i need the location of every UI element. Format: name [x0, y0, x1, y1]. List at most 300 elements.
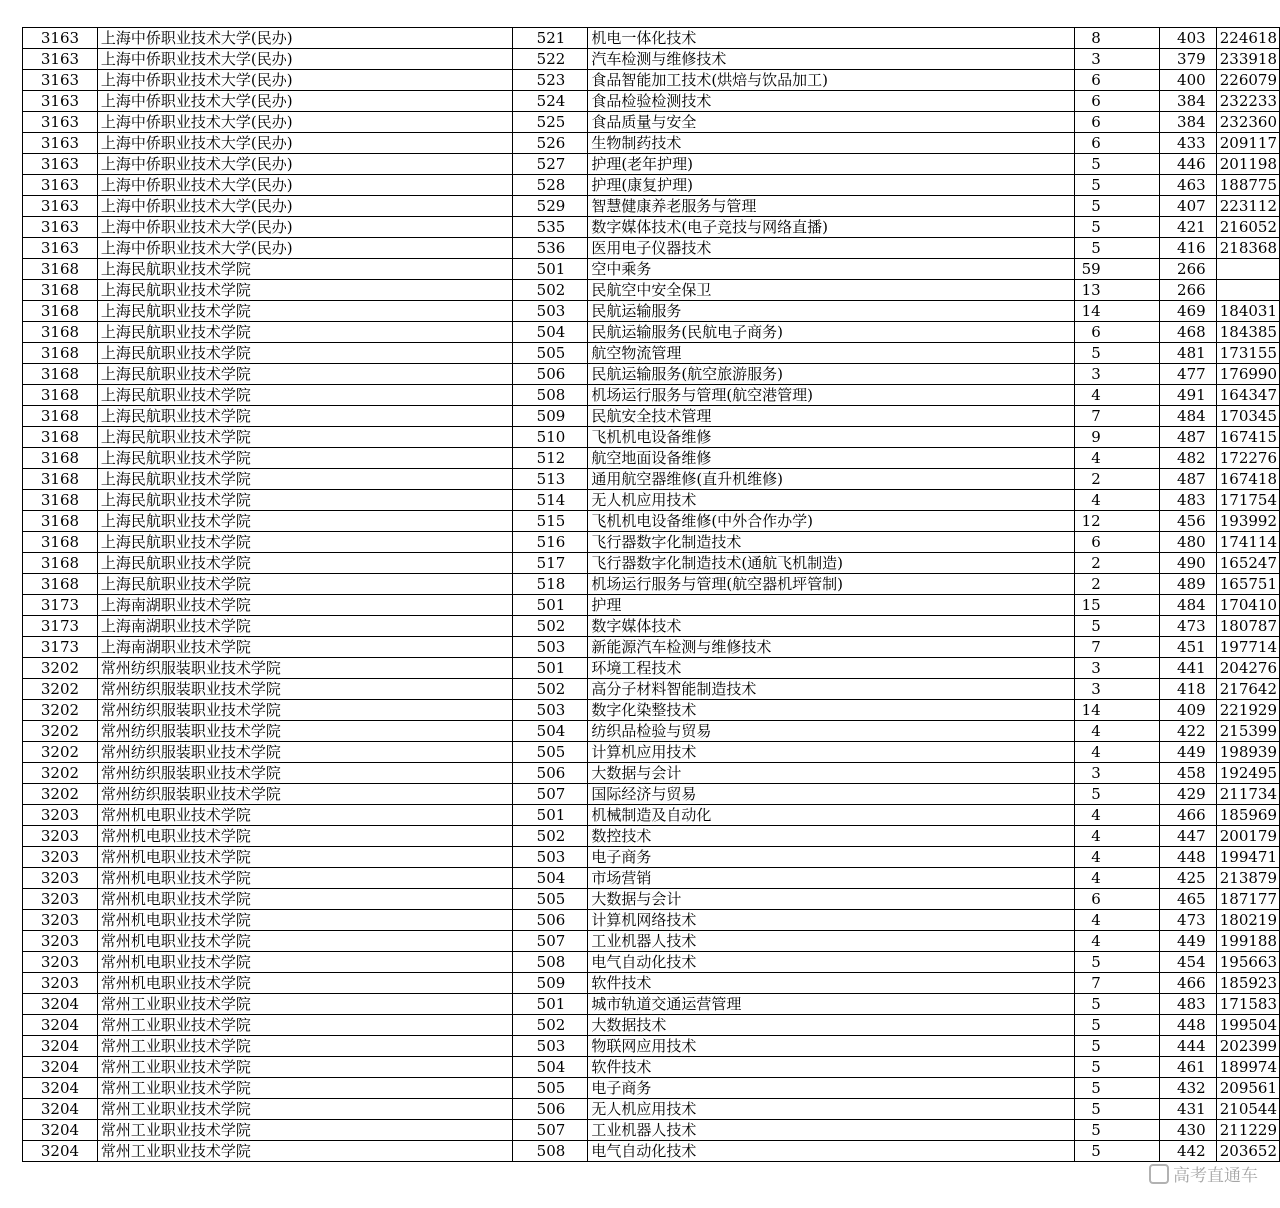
table-row [23, 112, 1280, 133]
major-code-cell: 503 [513, 700, 588, 721]
major-name-cell: 环境工程技术 [588, 658, 1074, 679]
major-name-cell: 新能源汽车检测与维修技术 [588, 637, 1074, 658]
table-row [23, 217, 1280, 238]
min-score-cell: 422 [1159, 721, 1216, 742]
major-name-cell: 机电一体化技术 [588, 28, 1074, 49]
major-name-cell: 飞机机电设备维修(中外合作办学) [588, 511, 1074, 532]
plan-count-cell: 5 [1074, 1099, 1159, 1120]
school-name-cell: 上海民航职业技术学院 [97, 280, 512, 301]
school-name-cell: 常州机电职业技术学院 [97, 910, 512, 931]
plan-count-cell: 5 [1074, 994, 1159, 1015]
rank-cell: 171583 [1216, 994, 1279, 1015]
table-row [23, 133, 1280, 154]
school-code-cell: 3168 [23, 532, 98, 553]
rank-cell: 232360 [1216, 112, 1279, 133]
school-name-cell: 上海中侨职业技术大学(民办) [97, 112, 512, 133]
major-code-cell: 524 [513, 91, 588, 112]
school-name-cell: 常州工业职业技术学院 [97, 1057, 512, 1078]
major-code-cell: 507 [513, 1120, 588, 1141]
rank-cell: 203652 [1216, 1141, 1279, 1162]
rank-cell: 216052 [1216, 217, 1279, 238]
plan-count-cell: 5 [1074, 1057, 1159, 1078]
table-row [23, 154, 1280, 175]
major-code-cell: 526 [513, 133, 588, 154]
major-code-cell: 506 [513, 1099, 588, 1120]
school-name-cell: 上海中侨职业技术大学(民办) [97, 91, 512, 112]
table-row [23, 196, 1280, 217]
major-code-cell: 512 [513, 448, 588, 469]
school-code-cell: 3168 [23, 448, 98, 469]
min-score-cell: 429 [1159, 784, 1216, 805]
table-row [23, 70, 1280, 91]
rank-cell: 199504 [1216, 1015, 1279, 1036]
rank-cell: 173155 [1216, 343, 1279, 364]
min-score-cell: 458 [1159, 763, 1216, 784]
school-name-cell: 常州机电职业技术学院 [97, 952, 512, 973]
rank-cell: 221929 [1216, 700, 1279, 721]
rank-cell: 226079 [1216, 70, 1279, 91]
rank-cell: 184385 [1216, 322, 1279, 343]
plan-count-cell: 2 [1074, 553, 1159, 574]
school-name-cell: 上海民航职业技术学院 [97, 553, 512, 574]
rank-cell: 164347 [1216, 385, 1279, 406]
rank-cell: 199471 [1216, 847, 1279, 868]
min-score-cell: 448 [1159, 847, 1216, 868]
table-row [23, 973, 1280, 994]
school-name-cell: 上海民航职业技术学院 [97, 490, 512, 511]
school-code-cell: 3163 [23, 175, 98, 196]
major-name-cell: 机场运行服务与管理(航空港管理) [588, 385, 1074, 406]
school-code-cell: 3202 [23, 784, 98, 805]
major-name-cell: 工业机器人技术 [588, 1120, 1074, 1141]
major-code-cell: 521 [513, 28, 588, 49]
major-code-cell: 514 [513, 490, 588, 511]
plan-count-cell: 5 [1074, 196, 1159, 217]
major-code-cell: 529 [513, 196, 588, 217]
table-row [23, 847, 1280, 868]
rank-cell: 167415 [1216, 427, 1279, 448]
watermark [1149, 1161, 1258, 1186]
rank-cell: 223112 [1216, 196, 1279, 217]
school-code-cell: 3204 [23, 1141, 98, 1162]
rank-cell: 209117 [1216, 133, 1279, 154]
min-score-cell: 433 [1159, 133, 1216, 154]
rank-cell: 201198 [1216, 154, 1279, 175]
major-code-cell: 516 [513, 532, 588, 553]
major-name-cell: 通用航空器维修(直升机维修) [588, 469, 1074, 490]
school-code-cell: 3168 [23, 490, 98, 511]
school-name-cell: 常州机电职业技术学院 [97, 805, 512, 826]
major-name-cell: 城市轨道交通运营管理 [588, 994, 1074, 1015]
plan-count-cell: 5 [1074, 952, 1159, 973]
rank-cell: 210544 [1216, 1099, 1279, 1120]
school-code-cell: 3204 [23, 1078, 98, 1099]
school-code-cell: 3173 [23, 595, 98, 616]
school-name-cell: 上海南湖职业技术学院 [97, 595, 512, 616]
major-code-cell: 503 [513, 1036, 588, 1057]
plan-count-cell: 6 [1074, 889, 1159, 910]
major-name-cell: 生物制药技术 [588, 133, 1074, 154]
school-name-cell: 上海民航职业技术学院 [97, 322, 512, 343]
table-row [23, 595, 1280, 616]
min-score-cell: 484 [1159, 406, 1216, 427]
school-name-cell: 常州纺织服装职业技术学院 [97, 763, 512, 784]
plan-count-cell: 2 [1074, 574, 1159, 595]
rank-cell: 171754 [1216, 490, 1279, 511]
school-name-cell: 常州纺织服装职业技术学院 [97, 679, 512, 700]
min-score-cell: 430 [1159, 1120, 1216, 1141]
plan-count-cell: 3 [1074, 49, 1159, 70]
min-score-cell: 480 [1159, 532, 1216, 553]
table-row [23, 868, 1280, 889]
school-code-cell: 3168 [23, 322, 98, 343]
school-code-cell: 3203 [23, 805, 98, 826]
school-code-cell: 3202 [23, 721, 98, 742]
major-code-cell: 523 [513, 70, 588, 91]
min-score-cell: 473 [1159, 910, 1216, 931]
school-name-cell: 常州机电职业技术学院 [97, 847, 512, 868]
major-code-cell: 528 [513, 175, 588, 196]
plan-count-cell: 5 [1074, 1120, 1159, 1141]
min-score-cell: 407 [1159, 196, 1216, 217]
school-code-cell: 3203 [23, 847, 98, 868]
major-code-cell: 505 [513, 742, 588, 763]
table-row [23, 175, 1280, 196]
table-row [23, 490, 1280, 511]
rank-cell: 215399 [1216, 721, 1279, 742]
school-name-cell: 常州工业职业技术学院 [97, 1120, 512, 1141]
min-score-cell: 446 [1159, 154, 1216, 175]
min-score-cell: 432 [1159, 1078, 1216, 1099]
school-code-cell: 3163 [23, 70, 98, 91]
rank-cell: 211229 [1216, 1120, 1279, 1141]
min-score-cell: 481 [1159, 343, 1216, 364]
rank-cell: 224618 [1216, 28, 1279, 49]
school-code-cell: 3163 [23, 112, 98, 133]
school-code-cell: 3203 [23, 931, 98, 952]
plan-count-cell: 15 [1074, 595, 1159, 616]
min-score-cell: 266 [1159, 280, 1216, 301]
school-code-cell: 3202 [23, 679, 98, 700]
plan-count-cell: 6 [1074, 112, 1159, 133]
min-score-cell: 421 [1159, 217, 1216, 238]
plan-count-cell: 5 [1074, 217, 1159, 238]
min-score-cell: 441 [1159, 658, 1216, 679]
table-row [23, 322, 1280, 343]
major-code-cell: 503 [513, 637, 588, 658]
min-score-cell: 418 [1159, 679, 1216, 700]
min-score-cell: 384 [1159, 112, 1216, 133]
table-row [23, 1141, 1280, 1162]
school-name-cell: 上海南湖职业技术学院 [97, 616, 512, 637]
major-code-cell: 505 [513, 1078, 588, 1099]
major-code-cell: 503 [513, 301, 588, 322]
major-name-cell: 飞行器数字化制造技术 [588, 532, 1074, 553]
plan-count-cell: 5 [1074, 175, 1159, 196]
plan-count-cell: 3 [1074, 364, 1159, 385]
school-code-cell: 3204 [23, 1057, 98, 1078]
rank-cell [1216, 259, 1279, 280]
min-score-cell: 465 [1159, 889, 1216, 910]
major-code-cell: 517 [513, 553, 588, 574]
school-code-cell: 3203 [23, 952, 98, 973]
school-code-cell: 3202 [23, 700, 98, 721]
school-name-cell: 上海中侨职业技术大学(民办) [97, 217, 512, 238]
plan-count-cell: 7 [1074, 406, 1159, 427]
plan-count-cell: 4 [1074, 385, 1159, 406]
min-score-cell: 487 [1159, 427, 1216, 448]
major-name-cell: 食品检验检测技术 [588, 91, 1074, 112]
plan-count-cell: 5 [1074, 1141, 1159, 1162]
major-name-cell: 食品质量与安全 [588, 112, 1074, 133]
min-score-cell: 442 [1159, 1141, 1216, 1162]
school-name-cell: 常州工业职业技术学院 [97, 1015, 512, 1036]
min-score-cell: 483 [1159, 490, 1216, 511]
rank-cell: 170345 [1216, 406, 1279, 427]
major-code-cell: 506 [513, 910, 588, 931]
school-name-cell: 上海民航职业技术学院 [97, 364, 512, 385]
major-code-cell: 506 [513, 364, 588, 385]
school-code-cell: 3202 [23, 658, 98, 679]
plan-count-cell: 6 [1074, 70, 1159, 91]
table-row [23, 574, 1280, 595]
rank-cell: 197714 [1216, 637, 1279, 658]
rank-cell: 211734 [1216, 784, 1279, 805]
plan-count-cell: 9 [1074, 427, 1159, 448]
major-code-cell: 501 [513, 259, 588, 280]
major-code-cell: 501 [513, 658, 588, 679]
school-code-cell: 3163 [23, 91, 98, 112]
school-name-cell: 上海民航职业技术学院 [97, 532, 512, 553]
table-row [23, 28, 1280, 49]
table-row [23, 784, 1280, 805]
min-score-cell: 416 [1159, 238, 1216, 259]
major-code-cell: 505 [513, 343, 588, 364]
min-score-cell: 487 [1159, 469, 1216, 490]
min-score-cell: 477 [1159, 364, 1216, 385]
major-code-cell: 518 [513, 574, 588, 595]
min-score-cell: 409 [1159, 700, 1216, 721]
min-score-cell: 482 [1159, 448, 1216, 469]
major-name-cell: 民航运输服务 [588, 301, 1074, 322]
school-name-cell: 常州机电职业技术学院 [97, 889, 512, 910]
major-name-cell: 航空地面设备维修 [588, 448, 1074, 469]
rank-cell: 170410 [1216, 595, 1279, 616]
plan-count-cell: 2 [1074, 469, 1159, 490]
rank-cell: 213879 [1216, 868, 1279, 889]
major-name-cell: 市场营销 [588, 868, 1074, 889]
school-code-cell: 3173 [23, 616, 98, 637]
school-code-cell: 3168 [23, 406, 98, 427]
major-code-cell: 507 [513, 784, 588, 805]
min-score-cell: 463 [1159, 175, 1216, 196]
school-code-cell: 3163 [23, 49, 98, 70]
school-name-cell: 常州工业职业技术学院 [97, 1099, 512, 1120]
rank-cell: 204276 [1216, 658, 1279, 679]
table-row [23, 427, 1280, 448]
min-score-cell: 431 [1159, 1099, 1216, 1120]
min-score-cell: 469 [1159, 301, 1216, 322]
table-row [23, 1078, 1280, 1099]
min-score-cell: 266 [1159, 259, 1216, 280]
school-code-cell: 3163 [23, 238, 98, 259]
rank-cell: 165247 [1216, 553, 1279, 574]
table-row [23, 280, 1280, 301]
school-code-cell: 3168 [23, 343, 98, 364]
rank-cell: 184031 [1216, 301, 1279, 322]
rank-cell: 193992 [1216, 511, 1279, 532]
plan-count-cell: 3 [1074, 679, 1159, 700]
major-code-cell: 501 [513, 805, 588, 826]
school-code-cell: 3203 [23, 973, 98, 994]
school-name-cell: 上海民航职业技术学院 [97, 427, 512, 448]
table-row [23, 511, 1280, 532]
table-row [23, 532, 1280, 553]
table-row [23, 700, 1280, 721]
plan-count-cell: 5 [1074, 154, 1159, 175]
major-code-cell: 502 [513, 616, 588, 637]
min-score-cell: 456 [1159, 511, 1216, 532]
plan-count-cell: 4 [1074, 805, 1159, 826]
plan-count-cell: 5 [1074, 616, 1159, 637]
school-name-cell: 上海中侨职业技术大学(民办) [97, 154, 512, 175]
table-row [23, 301, 1280, 322]
major-code-cell: 536 [513, 238, 588, 259]
school-code-cell: 3203 [23, 826, 98, 847]
major-code-cell: 522 [513, 49, 588, 70]
major-name-cell: 护理(康复护理) [588, 175, 1074, 196]
major-name-cell: 高分子材料智能制造技术 [588, 679, 1074, 700]
school-name-cell: 常州纺织服装职业技术学院 [97, 721, 512, 742]
rank-cell: 188775 [1216, 175, 1279, 196]
school-name-cell: 常州工业职业技术学院 [97, 1078, 512, 1099]
school-name-cell: 常州工业职业技术学院 [97, 994, 512, 1015]
school-name-cell: 常州机电职业技术学院 [97, 868, 512, 889]
major-name-cell: 食品智能加工技术(烘焙与饮品加工) [588, 70, 1074, 91]
major-code-cell: 502 [513, 826, 588, 847]
school-name-cell: 上海民航职业技术学院 [97, 511, 512, 532]
major-name-cell: 无人机应用技术 [588, 490, 1074, 511]
major-name-cell: 机械制造及自动化 [588, 805, 1074, 826]
table-row [23, 343, 1280, 364]
table-row [23, 826, 1280, 847]
major-code-cell: 509 [513, 406, 588, 427]
min-score-cell: 384 [1159, 91, 1216, 112]
plan-count-cell: 4 [1074, 931, 1159, 952]
min-score-cell: 490 [1159, 553, 1216, 574]
school-name-cell: 上海民航职业技术学院 [97, 259, 512, 280]
plan-count-cell: 6 [1074, 532, 1159, 553]
major-name-cell: 数字媒体技术(电子竞技与网络直播) [588, 217, 1074, 238]
major-name-cell: 航空物流管理 [588, 343, 1074, 364]
plan-count-cell: 13 [1074, 280, 1159, 301]
plan-count-cell: 7 [1074, 973, 1159, 994]
table-row [23, 238, 1280, 259]
major-name-cell: 飞机机电设备维修 [588, 427, 1074, 448]
min-score-cell: 400 [1159, 70, 1216, 91]
rank-cell: 200179 [1216, 826, 1279, 847]
school-code-cell: 3168 [23, 280, 98, 301]
school-code-cell: 3204 [23, 1099, 98, 1120]
min-score-cell: 468 [1159, 322, 1216, 343]
wechat-logo-icon [1149, 1164, 1169, 1184]
major-code-cell: 505 [513, 889, 588, 910]
school-name-cell: 上海中侨职业技术大学(民办) [97, 175, 512, 196]
table-row [23, 931, 1280, 952]
rank-cell [1216, 280, 1279, 301]
plan-count-cell: 4 [1074, 490, 1159, 511]
school-name-cell: 上海民航职业技术学院 [97, 469, 512, 490]
school-code-cell: 3163 [23, 133, 98, 154]
rank-cell: 209561 [1216, 1078, 1279, 1099]
table-row [23, 1036, 1280, 1057]
major-code-cell: 507 [513, 931, 588, 952]
school-name-cell: 常州机电职业技术学院 [97, 973, 512, 994]
plan-count-cell: 4 [1074, 868, 1159, 889]
major-name-cell: 民航安全技术管理 [588, 406, 1074, 427]
table-row [23, 763, 1280, 784]
major-code-cell: 504 [513, 721, 588, 742]
major-name-cell: 大数据与会计 [588, 763, 1074, 784]
plan-count-cell: 6 [1074, 91, 1159, 112]
table-row [23, 616, 1280, 637]
min-score-cell: 491 [1159, 385, 1216, 406]
major-code-cell: 504 [513, 868, 588, 889]
school-name-cell: 上海中侨职业技术大学(民办) [97, 196, 512, 217]
table-row [23, 49, 1280, 70]
major-code-cell: 527 [513, 154, 588, 175]
school-name-cell: 上海民航职业技术学院 [97, 301, 512, 322]
major-code-cell: 508 [513, 1141, 588, 1162]
rank-cell: 165751 [1216, 574, 1279, 595]
major-name-cell: 电气自动化技术 [588, 1141, 1074, 1162]
major-code-cell: 525 [513, 112, 588, 133]
table-row [23, 805, 1280, 826]
school-code-cell: 3163 [23, 154, 98, 175]
school-code-cell: 3168 [23, 469, 98, 490]
major-name-cell: 计算机应用技术 [588, 742, 1074, 763]
table-row [23, 679, 1280, 700]
school-name-cell: 上海中侨职业技术大学(民办) [97, 28, 512, 49]
school-name-cell: 上海民航职业技术学院 [97, 343, 512, 364]
school-code-cell: 3163 [23, 196, 98, 217]
min-score-cell: 461 [1159, 1057, 1216, 1078]
school-name-cell: 常州机电职业技术学院 [97, 931, 512, 952]
table-row [23, 1099, 1280, 1120]
school-name-cell: 上海中侨职业技术大学(民办) [97, 70, 512, 91]
major-name-cell: 无人机应用技术 [588, 1099, 1074, 1120]
school-code-cell: 3203 [23, 889, 98, 910]
school-code-cell: 3168 [23, 301, 98, 322]
plan-count-cell: 4 [1074, 910, 1159, 931]
major-name-cell: 民航空中安全保卫 [588, 280, 1074, 301]
major-name-cell: 飞行器数字化制造技术(通航飞机制造) [588, 553, 1074, 574]
major-code-cell: 510 [513, 427, 588, 448]
min-score-cell: 444 [1159, 1036, 1216, 1057]
school-name-cell: 常州工业职业技术学院 [97, 1141, 512, 1162]
school-name-cell: 上海民航职业技术学院 [97, 574, 512, 595]
school-code-cell: 3173 [23, 637, 98, 658]
school-code-cell: 3168 [23, 385, 98, 406]
school-name-cell: 上海民航职业技术学院 [97, 406, 512, 427]
plan-count-cell: 59 [1074, 259, 1159, 280]
school-name-cell: 上海中侨职业技术大学(民办) [97, 49, 512, 70]
major-name-cell: 护理 [588, 595, 1074, 616]
major-name-cell: 纺织品检验与贸易 [588, 721, 1074, 742]
major-code-cell: 513 [513, 469, 588, 490]
table-row [23, 721, 1280, 742]
plan-count-cell: 12 [1074, 511, 1159, 532]
